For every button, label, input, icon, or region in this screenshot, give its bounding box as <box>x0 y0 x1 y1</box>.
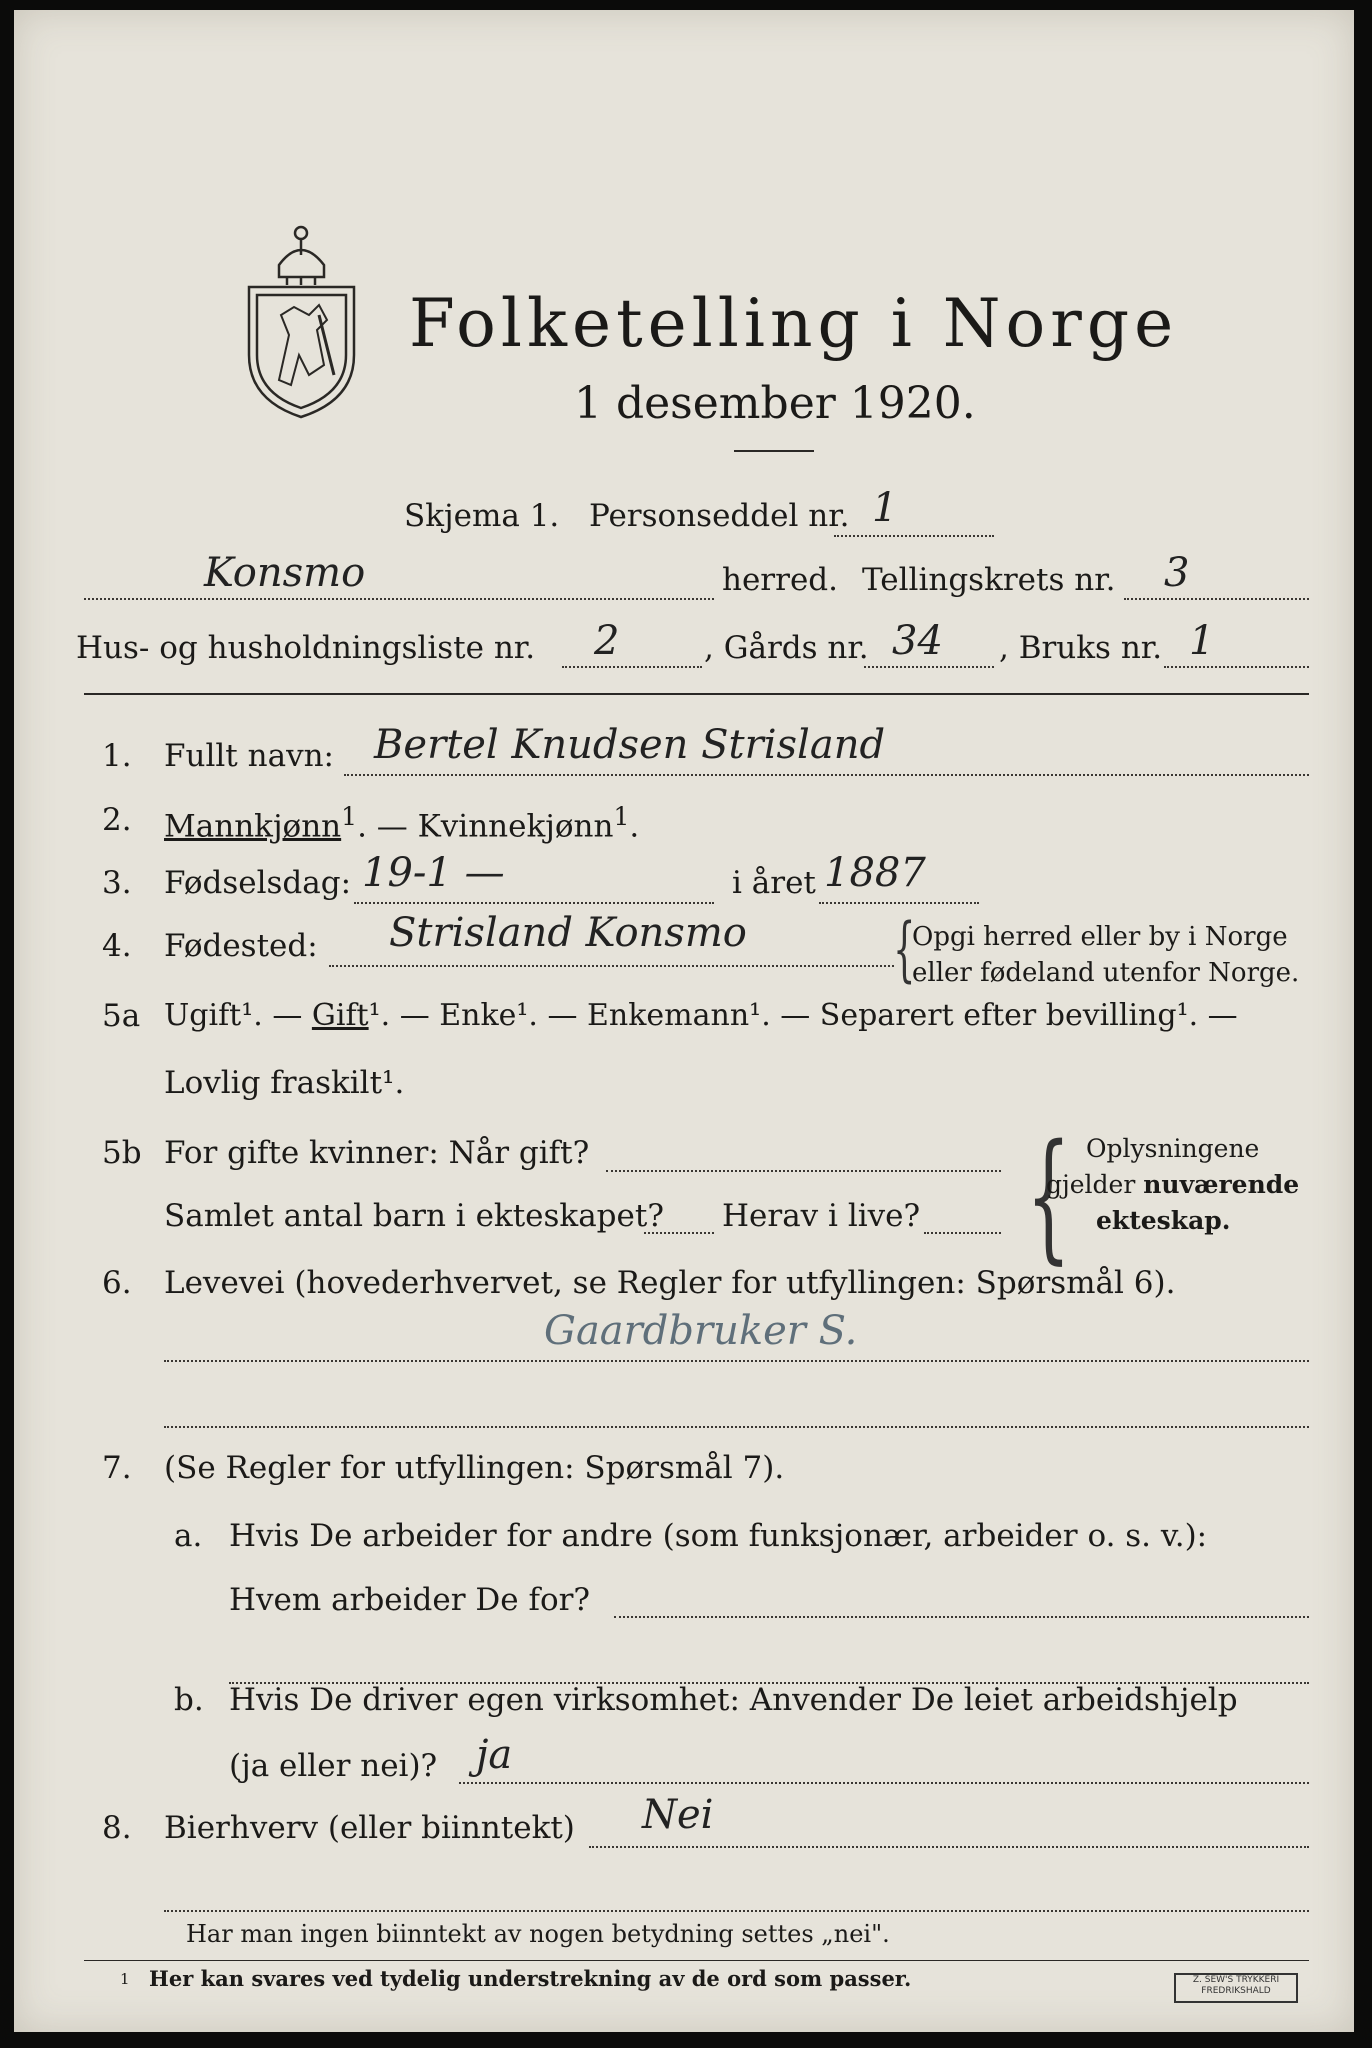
q5b-label-2: Samlet antal barn i ekteskapet? <box>164 1198 664 1234</box>
q3-number: 3. <box>102 865 132 901</box>
personseddel-line <box>834 535 994 537</box>
bruks-label: , Bruks nr. <box>999 630 1163 666</box>
gards-label: , Gårds nr. <box>704 630 869 666</box>
herred-line <box>84 598 714 600</box>
q8-number: 8. <box>102 1810 132 1846</box>
skjema-label: Skjema 1. <box>404 498 560 534</box>
q5b-note-2: gjelder nuværende <box>1046 1170 1300 1199</box>
q2-options <box>164 802 639 844</box>
ugift-option[interactable]: Ugift <box>164 998 242 1033</box>
q1-number: 1. <box>102 738 132 774</box>
q8-line-2[interactable] <box>164 1910 1309 1912</box>
q1-label: Fullt navn: <box>164 738 334 774</box>
q7a-label-2: Hvem arbeider De for? <box>229 1582 591 1618</box>
bierhverv-value[interactable]: Nei <box>642 1792 714 1838</box>
q7-label: (Se Regler for utfyllingen: Spørsmål 7). <box>164 1450 785 1486</box>
q7a-letter: a. <box>174 1518 203 1554</box>
q5b-line-2[interactable] <box>644 1232 714 1234</box>
q2-footnote-mark-1: 1 <box>341 802 358 831</box>
q5b-label-1: For gifte kvinner: Når gift? <box>164 1135 590 1171</box>
form-date: 1 desember 1920. <box>574 378 976 429</box>
q3-year-line <box>819 902 979 904</box>
q5a-sep-1: ¹. — <box>241 998 312 1033</box>
q5a-number: 5a <box>102 998 141 1034</box>
q7a-line-1[interactable] <box>614 1616 1309 1618</box>
footnote-text: Her kan svares ved tydelig understrekning av de ord som passer. <box>149 1966 912 1991</box>
q7b-letter: b. <box>174 1682 204 1718</box>
lovlig-fraskilt-option[interactable]: Lovlig fraskilt¹. <box>164 1065 405 1101</box>
q5b-note-1: Oplysningene <box>1086 1134 1260 1163</box>
bruks-value[interactable]: 1 <box>1189 618 1215 664</box>
levevei-value[interactable]: Gaardbruker S. <box>544 1308 858 1354</box>
q3-label: Fødselsdag: <box>164 865 352 901</box>
fullt-navn-value[interactable]: Bertel Knudsen Strisland <box>374 722 886 768</box>
fodselsdag-value[interactable]: 19-1 — <box>362 850 505 896</box>
personseddel-label: Personseddel nr. <box>589 498 850 534</box>
hus-line <box>562 666 702 668</box>
q5a-rest[interactable]: ¹. — Enke¹. — Enkemann¹. — Separert efter bevilling¹. — <box>368 998 1238 1033</box>
gards-line <box>864 666 994 668</box>
mannkjonn-option[interactable]: Mannkjønn <box>164 808 342 845</box>
bruks-line <box>1164 666 1309 668</box>
q7b-label-1: Hvis De driver egen virksomhet: Anvender De leiet arbeidshjelp <box>229 1682 1238 1718</box>
q4-brace: { <box>893 908 916 990</box>
herred-value[interactable]: Konsmo <box>204 550 366 596</box>
q2-end: . <box>629 808 640 845</box>
q4-line <box>329 965 894 967</box>
q4-number: 4. <box>102 928 132 964</box>
kvinnekjonn-option[interactable]: Kvinnekjønn <box>417 808 614 845</box>
q5b-number: 5b <box>102 1135 142 1171</box>
q2-number: 2. <box>102 802 132 838</box>
header-rule <box>84 693 1309 695</box>
q4-note-2: eller fødeland utenfor Norge. <box>912 958 1300 988</box>
q7a-label-1: Hvis De arbeider for andre (som funksjonær, arbeider o. s. v.): <box>229 1518 1208 1554</box>
tellingskrets-value[interactable]: 3 <box>1164 550 1190 596</box>
title-divider <box>734 450 814 452</box>
q8-label: Bierhverv (eller biinntekt) <box>164 1810 575 1846</box>
q5b-brace: { <box>1026 1115 1071 1278</box>
q5b-line-1[interactable] <box>606 1170 1001 1172</box>
footnote-rule <box>84 1960 1309 1961</box>
hus-label: Hus- og husholdningsliste nr. <box>76 630 536 666</box>
q6-line-1 <box>164 1360 1309 1362</box>
q6-label: Levevei (hovederhvervet, se Regler for utfyllingen: Spørsmål 6). <box>164 1265 1176 1301</box>
q4-label: Fødested: <box>164 928 318 964</box>
q7b-label-2: (ja eller nei)? <box>229 1748 438 1784</box>
q3-year-label: i året <box>732 865 816 901</box>
q5b-line-3[interactable] <box>924 1232 1001 1234</box>
footnote-number: 1 <box>120 1970 130 1988</box>
fodested-value[interactable]: Strisland Konsmo <box>389 910 747 956</box>
q1-line <box>344 774 1309 776</box>
q5b-label-3: Herav i live? <box>722 1198 921 1234</box>
tellingskrets-line <box>1124 598 1309 600</box>
q3-line <box>354 902 714 904</box>
herred-label: herred. <box>722 562 838 598</box>
gards-value[interactable]: 34 <box>892 618 943 664</box>
q5b-note-3: ekteskap. <box>1096 1206 1231 1235</box>
form-title: Folketelling i Norge <box>409 285 1179 362</box>
personseddel-value[interactable]: 1 <box>872 485 898 531</box>
norway-coat-of-arms-icon <box>239 215 364 420</box>
q7b-line <box>459 1782 1309 1784</box>
census-form <box>14 10 1354 2032</box>
printer-stamp: Z. SEW'S TRYKKERI FREDRIKSHALD <box>1174 1973 1298 2003</box>
gift-option[interactable]: Gift <box>311 998 369 1033</box>
nei-note: Har man ingen biinntekt av nogen betydning settes „nei". <box>186 1920 890 1948</box>
tellingskrets-label: Tellingskrets nr. <box>862 562 1116 598</box>
q4-note-1: Opgi herred eller by i Norge <box>912 922 1288 952</box>
hus-value[interactable]: 2 <box>594 618 620 664</box>
q8-line-1 <box>589 1846 1309 1848</box>
q5a-options <box>164 998 1238 1033</box>
q2-footnote-mark-2: 1 <box>613 802 630 831</box>
q6-number: 6. <box>102 1265 132 1301</box>
q6-line-2[interactable] <box>164 1426 1309 1428</box>
q2-separator: . — <box>357 808 418 845</box>
q7-number: 7. <box>102 1450 132 1486</box>
arbeidshjelp-value[interactable]: ja <box>476 1732 513 1778</box>
fodselsar-value[interactable]: 1887 <box>824 850 926 896</box>
